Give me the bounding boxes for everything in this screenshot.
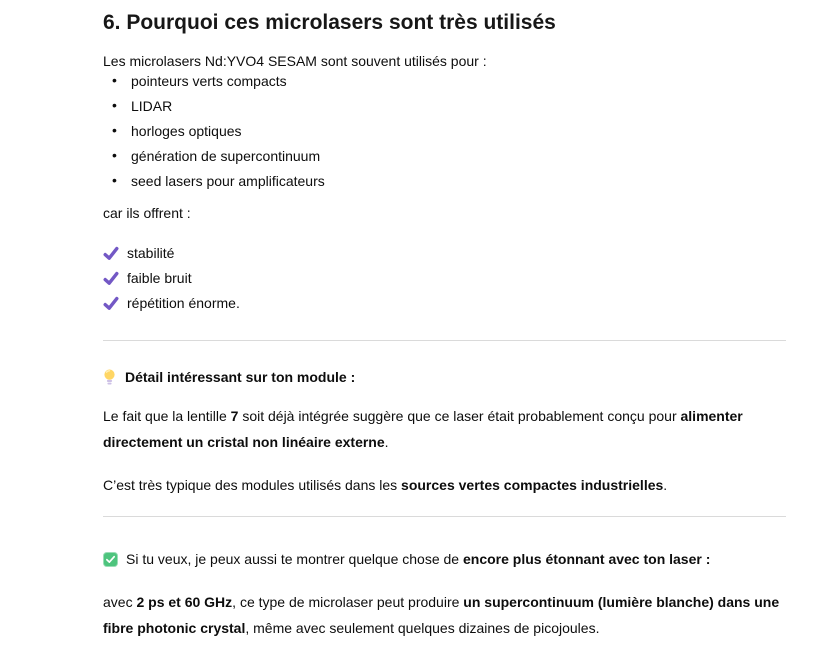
bullet-icon: • — [112, 97, 117, 113]
text-segment-bold: 2 ps et 60 GHz — [136, 594, 233, 610]
use-cases-list — [103, 71, 786, 191]
list-item-label: génération de supercontinuum — [131, 148, 321, 164]
list-item — [103, 146, 786, 166]
check-item-label: stabilité — [127, 245, 175, 261]
text-segment: Le fait que la lentille — [103, 408, 231, 424]
text-segment: soit déjà intégrée suggère que ce laser était probablement conçu pour — [238, 408, 681, 424]
intro-paragraph: Les microlasers Nd:YVO4 SESAM sont souvent utilisés pour : — [103, 53, 487, 69]
module-note-title — [103, 367, 786, 387]
text-segment-bold: sources vertes compactes industrielles — [401, 477, 664, 493]
bullet-icon: • — [112, 172, 117, 188]
text-segment: C’est très typique des modules utilisés dans les — [103, 477, 402, 493]
followup-lead — [103, 549, 786, 569]
text-segment-bold: 7 — [230, 408, 239, 424]
text-segment: avec — [103, 594, 137, 610]
text-segment: . — [663, 477, 668, 493]
list-item — [103, 171, 786, 191]
purple-check-icon — [103, 246, 120, 261]
green-checkbox-icon — [103, 552, 118, 567]
text-segment-bold: encore plus étonnant avec ton laser : — [462, 551, 711, 567]
check-item-label: faible bruit — [127, 270, 192, 286]
followup-paragraph — [103, 589, 786, 641]
check-list-item — [103, 268, 786, 288]
assistant-message — [103, 0, 786, 641]
benefits-list — [103, 243, 786, 313]
divider — [103, 340, 786, 341]
list-item-label: horloges optiques — [131, 123, 242, 139]
section-heading: 6. Pourquoi ces microlasers sont très utilisés — [103, 11, 556, 34]
module-note-title-label: Détail intéressant sur ton module : — [125, 369, 356, 385]
list-item-label: seed lasers pour amplificateurs — [131, 173, 325, 189]
bullet-icon: • — [112, 72, 117, 88]
text-segment: Si tu veux, je peux aussi te montrer quelque chose de — [126, 551, 463, 567]
purple-check-icon — [103, 271, 120, 286]
list-item — [103, 121, 786, 141]
check-item-label: répétition énorme. — [127, 295, 240, 311]
text-segment: , même avec seulement quelques dizaines de picojoules. — [245, 620, 600, 636]
purple-check-icon — [103, 296, 120, 311]
bullet-icon: • — [112, 147, 117, 163]
divider — [103, 516, 786, 517]
check-list-item — [103, 243, 786, 263]
text-segment: . — [384, 434, 389, 450]
check-list-item — [103, 293, 786, 313]
list-item-label: pointeurs verts compacts — [131, 73, 287, 89]
offer-line: car ils offrent : — [103, 205, 191, 221]
list-item — [103, 96, 786, 116]
text-segment-bold: un supercontinuum (lumière blanche) dans une fibre photonic crystal — [103, 594, 780, 636]
bullet-icon: • — [112, 122, 117, 138]
module-note-paragraph-2 — [103, 472, 786, 498]
list-item-label: LIDAR — [131, 98, 173, 114]
module-note-paragraph-1 — [103, 403, 786, 455]
text-segment-bold: alimenter directement un cristal non linéaire externe — [103, 408, 743, 450]
text-segment: , ce type de microlaser peut produire — [232, 594, 464, 610]
list-item — [103, 71, 786, 91]
lightbulb-icon — [103, 369, 116, 386]
